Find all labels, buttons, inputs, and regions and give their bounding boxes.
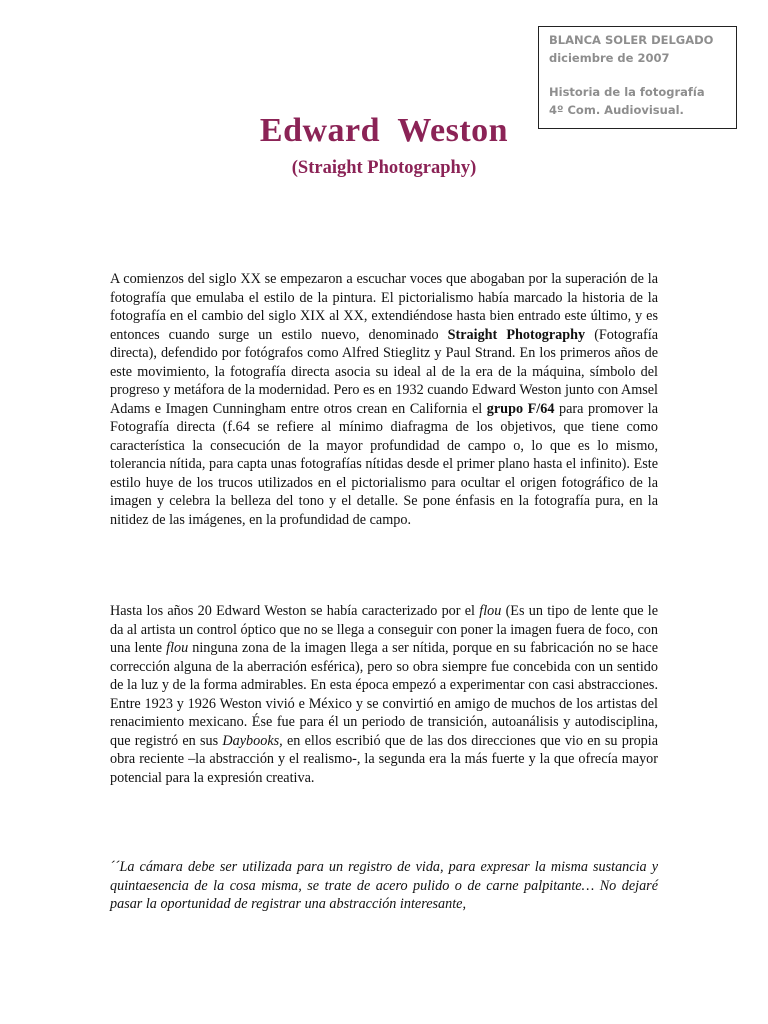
page-subtitle: (Straight Photography): [291, 158, 477, 178]
weston-quote: ´´La cámara debe ser utilizada para un registro de vida, para expresar la misma sustancia y quintaesencia de la cosa misma, se trate de acero pulido o de carne palpitante… No dejaré pasar la oportunidad de registrar una abstracción interesante,: [110, 859, 658, 912]
paragraph-weston-text-4: en ellos escribió que de las dos direcciones que vio en su propia obra reciente –la abstracción y el realismo-, la segunda era la más fuerte y la que ofrecía mayor potencial para la expresión creativa.: [110, 732, 659, 786]
document-date: diciembre de 2007: [549, 51, 670, 65]
paragraph-weston-text-3: ninguna zona de la imagen llega a ser nítida, porque en su fabricación no se hace corrección alguna de la aberración esférica), pero so obra siempre fue concebida con un sentido de la luz y de la forma admirables. En esta época empezó a experimentar con casi abstracciones. Entre 1923 y 1926 Weston vivió e México y se convirtió en amigo de muchos de los artistas del renacimiento mexicano. Ése fue para él un periodo de transición, autoanálisis y autodisciplina, que registró en sus: [110, 640, 659, 749]
paragraph-intro-text-2: (Fotografía directa), defendido por fotógrafos como Alfred Stieglitz y Paul Strand. En los primeros años de este movimiento, la fotografía directa asocia su ideal al de la era de la máquina, símbolo del progreso y metáfora de la modernidad. Pero es en 1932 cuando Edward Weston junto con Amsel Adams e Imagen Cunningham entre otros crean en California el: [110, 326, 659, 417]
flou-term: flou: [479, 603, 502, 619]
grupo-f64-term: grupo F/64: [486, 400, 555, 417]
paragraph-intro-text-3: para promover la Fotografía directa (f.64 se refiere al mínimo diafragma de los objetivos, que tiene como característica la consecución de la mayor profundidad de campo o, lo que es lo mismo, tolerancia nítida, para capta unas fotografías nítidas desde el primer plano hasta el infinito). Este estilo huye de los trucos utilizados en el pictorialismo para ocultar el origen fotográfico de la imagen y celebra la belleza del tono y el detalle. Se pone énfasis en la fotografía pura, en la nitidez de las imágenes, en la profundidad de campo.: [110, 400, 659, 528]
paragraph-weston: [110, 602, 658, 787]
paragraph-weston-text-1: Hasta los años 20 Edward Weston se había caracterizado por el: [110, 603, 480, 619]
paragraph-intro-text-1: A comienzos del siglo XX se empezaron a escuchar voces que abogaban por la superación de la fotografía que emulaba el estilo de la pintura. El pictorialismo había marcado la historia de la fotografía en el cambio del siglo XIX al XX, extendiéndose hasta bien entrado este último, y es entonces cuando surge un estilo nuevo, denominado: [110, 271, 658, 343]
flou-term-2: flou: [166, 640, 189, 656]
info-box-spacer: [549, 67, 726, 83]
course-name: 4º Com. Audiovisual.: [549, 103, 684, 117]
author-name: BLANCA SOLER DELGADO: [549, 33, 714, 47]
paragraph-weston-text-2: (Es un tipo de lente que le da al artista un control óptico que no se llega a conseguir con poner la imagen fuera de foco, con una lente: [110, 603, 658, 656]
paragraph-intro: [110, 270, 658, 529]
page-title: Edward Weston: [259, 112, 509, 149]
daybooks-term: Daybooks,: [222, 732, 283, 749]
subject-name: Historia de la fotografía: [549, 85, 705, 99]
straight-photography-term: Straight Photography: [447, 326, 586, 343]
